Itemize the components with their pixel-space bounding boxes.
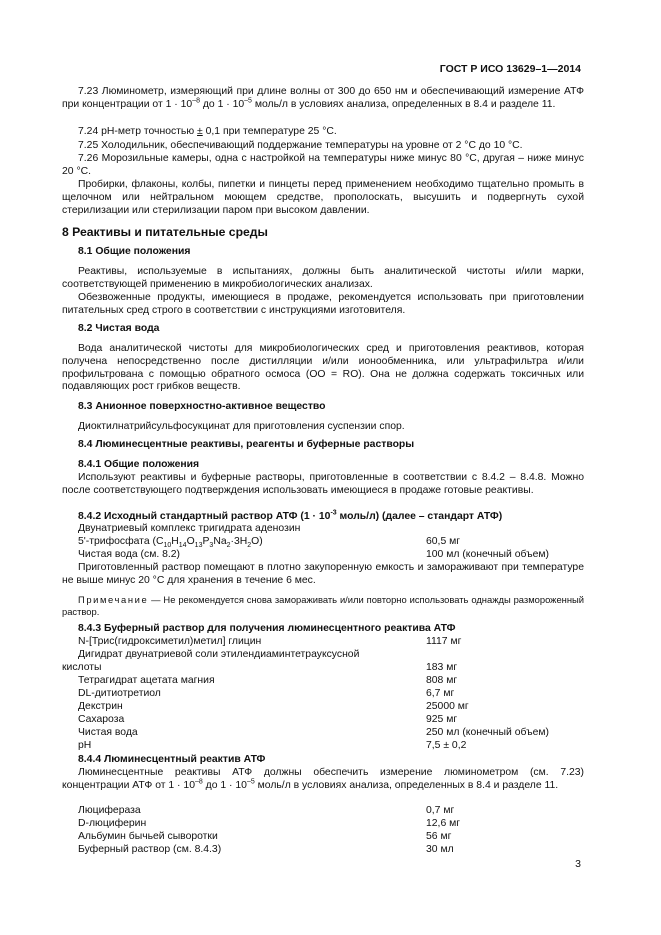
section-8-2-para	[62, 343, 584, 394]
pure-water-line: Чистая вода (см. 8.2)	[78, 549, 181, 560]
section-8-3-para	[62, 421, 584, 434]
exponent: –5	[244, 97, 252, 105]
subscript: 2	[226, 542, 231, 550]
clause-7-24	[62, 126, 584, 139]
atp-reagent-amount: 60,5 мг	[426, 536, 461, 547]
section-8-4-4-title: 8.4.4 Люминесцентный реактив АТФ	[78, 754, 266, 765]
clause-7-23-part3: моль/л в условиях анализа, определенных в 8.4 и разделе 11.	[251, 98, 556, 110]
buffer-item-value: 808 мг	[426, 675, 458, 686]
clause-7-25-text: 7.25 Холодильник, обеспечивающий поддержание температуры на уровне от 2 °С до 10 °С.	[78, 140, 523, 151]
formula-text: H	[171, 536, 179, 547]
section-8-title: 8 Реактивы и питательные среды	[62, 225, 268, 239]
paragraph-text: Реактивы, используемые в испытаниях, должны быть аналитической чистоты и/или марки, соответствующей применению в микробиологических анализах.	[62, 266, 584, 290]
section-8-4-1-para	[62, 472, 584, 498]
paragraph-text: Используют реактивы и буферные растворы, приготовленные в соответствии с 8.4.2 – 8.4.8. Можно после соответствующего подтверждения использовать имеющиеся в продаже готовые реактивы.	[62, 472, 584, 496]
section-8-1-para-1	[62, 266, 584, 292]
clause-7-23-part2: до 1 · 10	[199, 98, 245, 110]
subscript: 10	[163, 542, 172, 550]
clause-7-26-text: 7.26 Морозильные камеры, одна с настройкой на температуры ниже минус 80 °С, другая – ниже минус 20 °С.	[62, 153, 584, 177]
subscript: 2	[247, 542, 252, 550]
note-text: — Не рекомендуется снова замораживать и/или повторно использовать однажды размороженный раствор.	[62, 594, 584, 617]
buffer-item-name: DL-дитиотретиол	[78, 688, 161, 699]
pure-water-amount: 100 мл (конечный объем)	[426, 549, 549, 560]
clause-7-23-text	[62, 86, 584, 112]
clause-7-24-part2: 0,1 при температуре 25 °С.	[202, 126, 337, 137]
title-part1: 8.4.2 Исходный стандартный раствор АТФ (1 · 10	[78, 511, 331, 522]
equipment-cleaning-paragraph	[62, 179, 584, 217]
buffer-item-value: 1117 мг	[426, 636, 462, 647]
atp-reagent-line-1: Двунатриевый комплекс тригидрата аденозин	[78, 523, 301, 534]
exponent: –8	[192, 97, 200, 105]
section-8-1-para-2	[62, 292, 584, 318]
luminescent-item-value: 30 мл	[426, 844, 454, 855]
formula-text: P	[202, 536, 210, 547]
paragraph-text: Диоктилнатрийсульфосукцинат для приготовления суспензии спор.	[78, 421, 405, 432]
clause-7-23	[62, 86, 584, 112]
buffer-item-value: 925 мг	[426, 714, 458, 725]
paragraph-part1: Люминесцентные реактивы АТФ должны обеспечить измерение люминометром (см. 7.23) концентрации АТФ от 1 · 10	[62, 767, 584, 791]
section-8-1-title: 8.1 Общие положения	[78, 246, 191, 257]
formula-text: O)	[251, 536, 263, 547]
atp-reagent-line-2	[78, 536, 263, 549]
paragraph-part2: до 1 · 10	[202, 779, 247, 791]
formula-text: 5'-трифосфата (C	[78, 536, 164, 547]
section-8-4-4-para	[62, 767, 584, 793]
exponent: -3	[330, 509, 337, 517]
formula-text: Na	[213, 536, 227, 547]
buffer-item-value: 25000 мг	[426, 701, 469, 712]
page-number: 3	[575, 858, 581, 870]
note	[62, 594, 584, 618]
subscript: 14	[178, 542, 187, 550]
buffer-item-name: pH	[78, 740, 92, 751]
buffer-item-name: кислоты	[62, 662, 102, 673]
buffer-item-value: 6,7 мг	[426, 688, 455, 699]
section-8-2-title: 8.2 Чистая вода	[78, 323, 160, 334]
note-label: Примечание	[78, 594, 149, 605]
section-8-4-1-title: 8.4.1 Общие положения	[78, 459, 200, 470]
luminescent-item-name: D-люциферин	[78, 818, 147, 829]
buffer-item-value: 183 мг	[426, 662, 458, 673]
subscript: 3	[209, 542, 214, 550]
clause-7-25	[62, 140, 584, 153]
buffer-item-value: 7,5 ± 0,2	[426, 740, 467, 751]
clause-7-26	[62, 153, 584, 179]
luminescent-item-value: 12,6 мг	[426, 818, 461, 829]
buffer-item-name: Декстрин	[78, 701, 123, 712]
buffer-item-name: N-[Трис(гидроксиметил)метил] глицин	[78, 636, 262, 647]
section-8-3-title: 8.3 Анионное поверхностно-активное вещество	[78, 401, 326, 412]
document-id-header: ГОСТ Р ИСО 13629–1—2014	[439, 63, 581, 75]
luminescent-item-name: Буферный раствор (см. 8.4.3)	[78, 844, 222, 855]
paragraph-part3: моль/л в условиях анализа, определенных в 8.4 и разделе 11.	[254, 779, 559, 791]
luminescent-item-value: 0,7 мг	[426, 805, 455, 816]
paragraph-text	[62, 767, 584, 793]
section-8-4-2-para	[62, 562, 584, 588]
luminescent-item-name: Альбумин бычьей сыворотки	[78, 831, 218, 842]
buffer-item-value: 250 мл (конечный объем)	[426, 727, 549, 738]
buffer-item-name: Чистая вода	[78, 727, 138, 738]
clause-7-24-text	[62, 126, 584, 139]
section-8-4-title: 8.4 Люминесцентные реактивы, реагенты и буферные растворы	[78, 439, 415, 450]
buffer-item-name: Дигидрат двунатриевой соли этилендиаминтетрауксусной	[78, 649, 360, 660]
exponent: –8	[194, 778, 203, 786]
paragraph-text: Приготовленный раствор помещают в плотно закупоренную емкость и замораживают при температуре не выше минус 20 °С для хранения в течение 6 мес.	[62, 562, 584, 586]
section-8-4-2-title	[78, 511, 502, 522]
paragraph-text: Вода аналитической чистоты для микробиологических сред и приготовления реактивов, которая получена непосредственно после дистилляции и/или ионообменника, или ультрафильтра и/или профильтрована с помощью обратного осмоса (ОО = RO). Она не должна содержать токсичных или подавляющих рост грибков веществ.	[62, 343, 584, 393]
section-8-4-3-title: 8.4.3 Буферный раствор для получения люминесцентного реактива АТФ	[78, 623, 456, 634]
luminescent-item-value: 56 мг	[426, 831, 452, 842]
buffer-item-name: Тетрагидрат ацетата магния	[78, 675, 215, 686]
luminescent-item-name: Люциферазa	[78, 805, 141, 816]
clause-7-23-part1: 7.23 Люминометр, измеряющий при длине волны от 300 до 650 нм и обеспечивающий измерение АТФ при концентрации от 1 · 10	[62, 86, 584, 110]
paragraph-text: Обезвоженные продукты, имеющиеся в продаже, рекомендуется использовать при приготовлении питательных сред строго в соответствии с инструкциями изготовителя.	[62, 292, 584, 316]
title-part2: моль/л) (далее – стандарт АТФ)	[336, 511, 503, 522]
subscript: 13	[194, 542, 203, 550]
cleaning-text: Пробирки, флаконы, колбы, пипетки и пинцеты перед применением необходимо тщательно промыть в щелочном или нейтральном моющем средстве, прополоскать, высушить и подвергнуть сухой стерилизации или стерилизации паром при высоком давлении.	[62, 179, 584, 216]
clause-7-24-part1: 7.24 pH-метр точностью	[78, 126, 198, 137]
buffer-item-name: Сахароза	[78, 714, 125, 725]
formula-text: O	[186, 536, 195, 547]
plus-minus-symbol: ±	[197, 126, 203, 137]
formula-text: ·3H	[230, 536, 248, 547]
exponent: –5	[246, 778, 255, 786]
